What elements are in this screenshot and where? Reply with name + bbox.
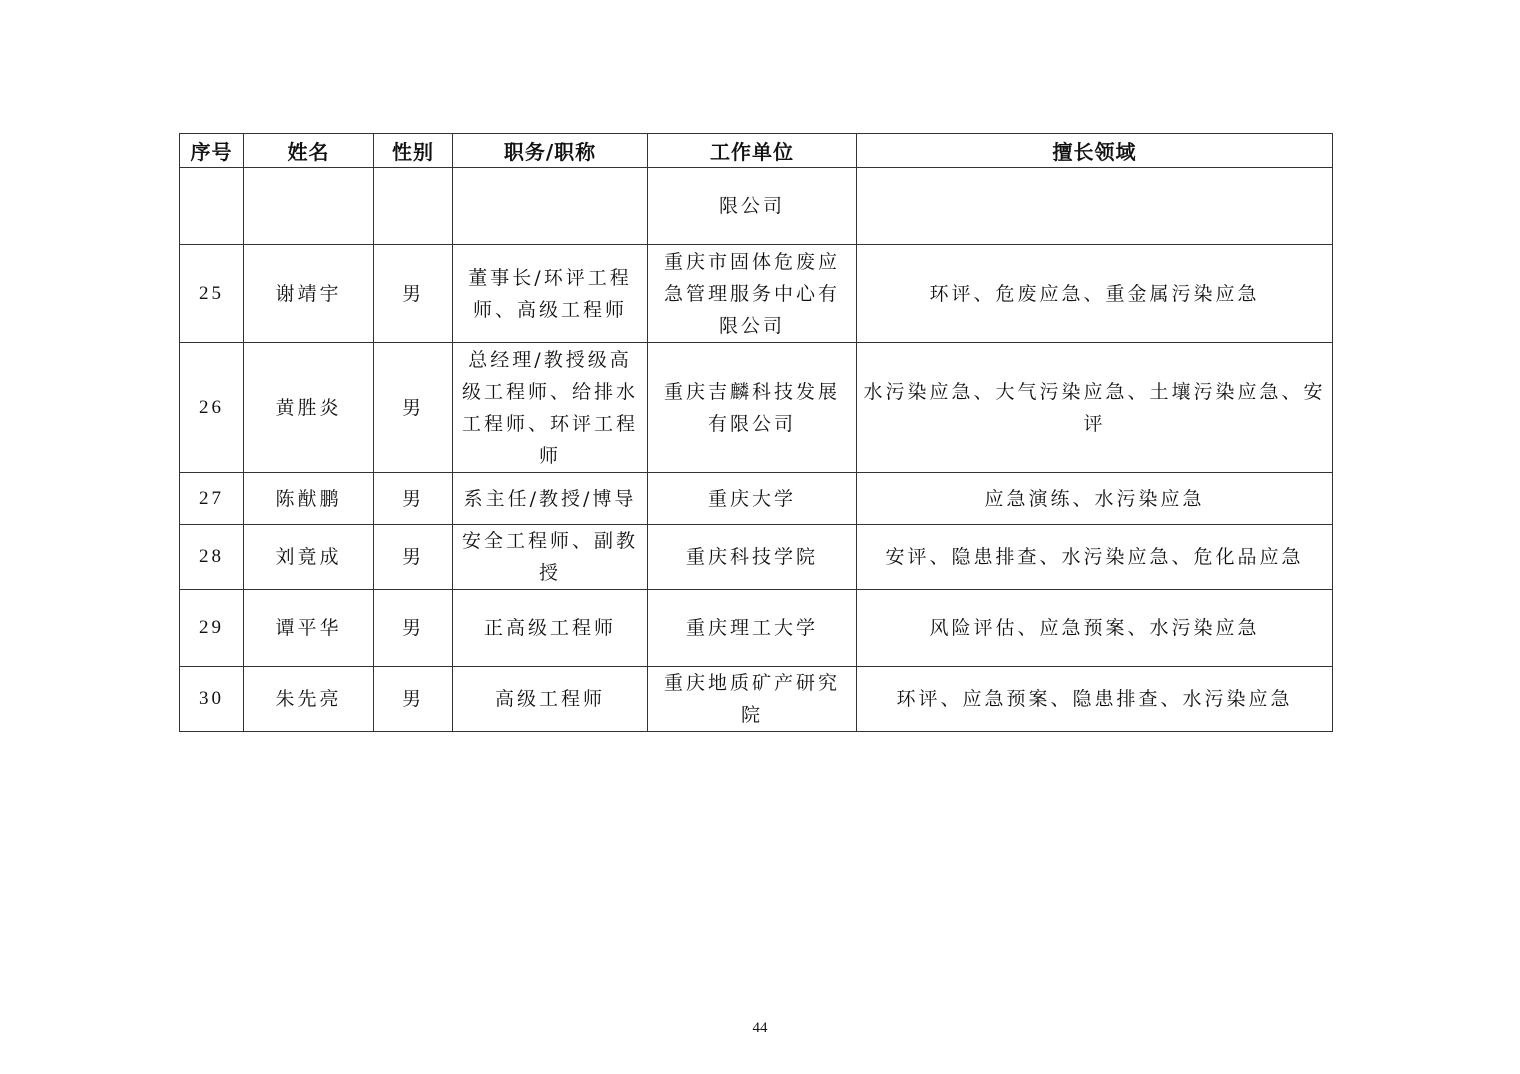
cell-title: 高级工程师 xyxy=(453,667,648,732)
header-number: 序号 xyxy=(180,134,244,168)
cell-unit: 重庆科技学院 xyxy=(648,525,857,590)
cell-unit: 重庆地质矿产研究院 xyxy=(648,667,857,732)
cell-title: 系主任/教授/博导 xyxy=(453,473,648,525)
table-row xyxy=(180,343,1333,473)
cell-name xyxy=(244,168,374,245)
cell-title: 董事长/环评工程师、高级工程师 xyxy=(453,245,648,343)
cell-field: 环评、危废应急、重金属污染应急 xyxy=(857,245,1333,343)
cell-unit: 重庆吉麟科技发展有限公司 xyxy=(648,343,857,473)
cell-number: 25 xyxy=(180,245,244,343)
cell-name: 朱先亮 xyxy=(244,667,374,732)
cell-gender xyxy=(374,168,453,245)
cell-gender: 男 xyxy=(374,667,453,732)
cell-field: 环评、应急预案、隐患排查、水污染应急 xyxy=(857,667,1333,732)
header-gender: 性别 xyxy=(374,134,453,168)
cell-field xyxy=(857,168,1333,245)
cell-number: 30 xyxy=(180,667,244,732)
header-name: 姓名 xyxy=(244,134,374,168)
table-row xyxy=(180,473,1333,525)
page-number: 44 xyxy=(752,1020,768,1036)
cell-name: 刘竟成 xyxy=(244,525,374,590)
cell-gender: 男 xyxy=(374,473,453,525)
cell-field: 风险评估、应急预案、水污染应急 xyxy=(857,590,1333,667)
cell-field: 水污染应急、大气污染应急、土壤污染应急、安评 xyxy=(857,343,1333,473)
cell-number xyxy=(180,168,244,245)
cell-name: 陈猷鹏 xyxy=(244,473,374,525)
expert-table xyxy=(179,133,1333,732)
header-unit: 工作单位 xyxy=(648,134,857,168)
cell-field: 应急演练、水污染应急 xyxy=(857,473,1333,525)
table-row xyxy=(180,245,1333,343)
cell-title: 正高级工程师 xyxy=(453,590,648,667)
table-row xyxy=(180,667,1333,732)
cell-unit: 重庆大学 xyxy=(648,473,857,525)
cell-number: 27 xyxy=(180,473,244,525)
header-row xyxy=(180,134,1333,168)
cell-name: 谢靖宇 xyxy=(244,245,374,343)
table-row xyxy=(180,525,1333,590)
cell-unit: 重庆市固体危废应急管理服务中心有限公司 xyxy=(648,245,857,343)
cell-name: 黄胜炎 xyxy=(244,343,374,473)
cell-unit: 限公司 xyxy=(648,168,857,245)
cell-name: 谭平华 xyxy=(244,590,374,667)
cell-gender: 男 xyxy=(374,525,453,590)
cell-number: 26 xyxy=(180,343,244,473)
cell-title xyxy=(453,168,648,245)
cell-number: 29 xyxy=(180,590,244,667)
cell-gender: 男 xyxy=(374,590,453,667)
cell-gender: 男 xyxy=(374,343,453,473)
continued-row xyxy=(180,168,1333,245)
header-title: 职务/职称 xyxy=(453,134,648,168)
cell-number: 28 xyxy=(180,525,244,590)
header-field: 擅长领域 xyxy=(857,134,1333,168)
cell-gender: 男 xyxy=(374,245,453,343)
cell-field: 安评、隐患排查、水污染应急、危化品应急 xyxy=(857,525,1333,590)
cell-unit: 重庆理工大学 xyxy=(648,590,857,667)
cell-title: 总经理/教授级高级工程师、给排水工程师、环评工程师 xyxy=(453,343,648,473)
cell-title: 安全工程师、副教授 xyxy=(453,525,648,590)
table-row xyxy=(180,590,1333,667)
